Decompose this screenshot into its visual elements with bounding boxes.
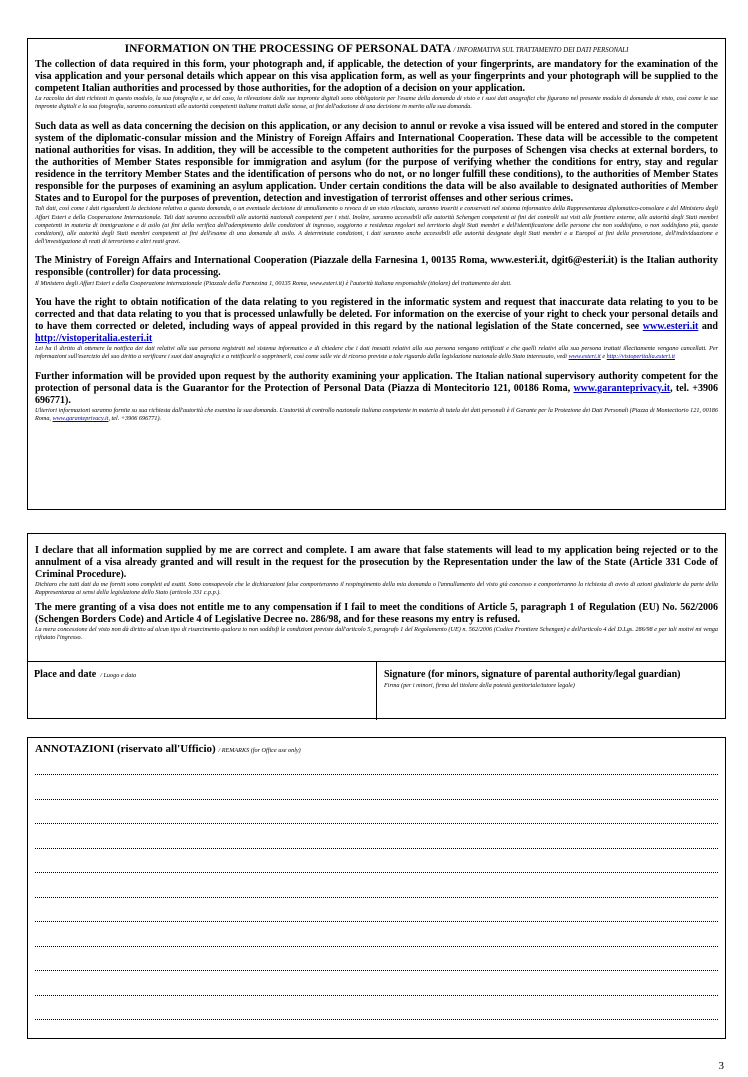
declaration-section: [27, 533, 726, 719]
remarks-line[interactable]: [35, 1019, 718, 1020]
remarks-title: ANNOTAZIONI (riservato all'Ufficio) / REMARKS (for Office use only): [35, 743, 301, 755]
place-and-date-field[interactable]: Place and date / Luogo e data: [28, 662, 377, 720]
info-paragraph-5: Further information will be provided upon request by the authority examining your application. The Italian national supervisory authority competent for the protection of personal data is the Guarantor for the Protection of Personal Data (Piazza di Montecitorio 121, 00186 Roma, www.garanteprivacy.it, tel. +3906 696771). Ulteriori informazioni saranno fornite su sua richiesta dall'autorità che esamina la sua domanda. L'autorità di controllo nazionale italiana competente in materia di tutela dei dati personali è il Garante per la Protezione dei Dati Personali (Piazza di Montecitorio 121, 00186 Roma, www.garanteprivacy.it, tel. +3906 696771).: [35, 370, 719, 423]
page-number: 3: [718, 1060, 724, 1072]
remarks-line[interactable]: [35, 970, 718, 971]
remarks-line[interactable]: [35, 946, 718, 947]
garanteprivacy-link-it[interactable]: www.garanteprivacy.it: [52, 415, 109, 423]
remarks-line[interactable]: [35, 995, 718, 996]
signature-field[interactable]: Signature (for minors, signature of parental authority/legal guardian) Firma (per i minori, firma del titolare della potestà genitoriale/tutore legale): [384, 669, 681, 689]
remarks-line[interactable]: [35, 921, 718, 922]
declaration-paragraph-1: I declare that all information supplied by me are correct and complete. I am aware that false statements will lead to my application being rejected or to the annulment of a visa already granted and will result in the request for the prosecution by the Representation under the law of the State (Article 331 Code of Criminal Procedure). Dichiaro che tutti dati da me forniti sono completi ed esatti. Sono consapevole che le dichiarazioni false comporteranno il respingimento della mia domanda o l'annullamento del visto già concesso e comporteranno la richiesta di avvio di azioni giudiziarie da parte della Rappresentanza ai sensi della legislazione dello Stato (articolo 331 c.p.p.).: [35, 545, 718, 597]
remarks-section: [27, 737, 726, 1039]
esteri-link-it[interactable]: www.esteri.it: [568, 353, 601, 361]
garanteprivacy-link[interactable]: www.garanteprivacy.it: [573, 382, 671, 394]
declaration-paragraph-2: The mere granting of a visa does not entitle me to any compensation if I fail to meet the conditions of Article 5, paragraph 1 of Regulation (EU) No. 562/2006 (Schengen Borders Code) and Article 4 of Legislative Decree no. 286/98, and for these reasons my entry is refused. La mera concessione del visto non dà diritto ad alcun tipo di risarcimento qualora io non soddisfi le condizioni previste dall'articolo 5, paragrafo 1 del Regolamento (UE) n. 562/2006 (Codice Frontiere Schengen) e dell'articolo 4 del D.Lgs. 286/98 e per tali motivi mi venga rifiutato l'ingresso.: [35, 601, 718, 642]
esteri-link[interactable]: www.esteri.it: [642, 320, 699, 332]
remarks-line[interactable]: [35, 897, 718, 898]
remarks-line[interactable]: [35, 848, 718, 849]
signature-row: [28, 661, 725, 720]
declaration-text: [28, 534, 725, 661]
remarks-line[interactable]: [35, 823, 718, 824]
info-paragraph-3: The Ministry of Foreign Affairs and International Cooperation (Piazzale della Farnesina 1, 00135 Roma, www.esteri.it, dgit6@esteri.it) is the Italian authority responsible (controller) for data processing. Il Ministero degli Affari Esteri e della Cooperazione internazionale (Piazzale della Farnesina 1, 00135 Roma, www.esteri.it) è l'autorità italiana responsabile (titolare) del trattamento dei dati.: [35, 255, 718, 287]
vistoperitalia-link-it[interactable]: http://vistoperitalia.esteri.it: [606, 353, 676, 361]
vistoperitalia-link[interactable]: http://vistoperitalia.esteri.it: [35, 333, 153, 345]
section-title: INFORMATION ON THE PROCESSING OF PERSONAL DATA / INFORMATIVA SUL TRATTAMENTO DEI DATI PERSONALI: [124, 43, 629, 55]
info-paragraph-4: You have the right to obtain notification of the data relating to you registered in the informatic system and request that inaccurate data relating to you to be corrected and that data relating to you that is processed unlawfully be deleted. For information on the exercise of your right to check your personal details and to have them corrected or deleted, including ways of appeal provided in this regard by the national legislation of the State concerned, see www.esteri.it and http://vistoperitalia.esteri.it Lei ha il diritto di ottenere la notifica dei dati relativi alla sua persona registrati nel sistema informatico e di chiedere che i dati inesatti relativi alla sua persona vengano rettificati e che quelli relativi alla sua persona trattati illecitamente vengano cancellati. Per informazioni sull'esercizio del suo diritto a verificare i suoi dati anagrafici e a rettificarli o sopprimerli, così come sulle vie di ricorso previste a tale riguardo dalla legislazione nazionale dello Stato interessato, vedi www.esteri.it e http://vistoperitalia.esteri.it: [35, 296, 718, 361]
info-paragraph-2: Such data as well as data concerning the decision on this application, or any decision to annul or revoke a visa issued will be entered and stored in the computer system of the diplomatic-consular mission and the Ministry of Foreign Affairs and International Cooperation. These data will be accessible to the competent national authorities for visas. In addition, they will be accessible to the competent authorities for the purposes of Schengen visa checks at external borders, to the authorities of Member States responsible for immigration and asylum (for the purpose of verifying whether the conditions for entry, stay and regular residence in the territory Member States and the identification of persons who do not, or no longer fulfill these conditions), to the authorities of Member States responsible for the purposes of examining an asylum application. Under certain conditions the data will be also available to designated authorities of Member States and to Europol for the purposes of prevention, detection and investigation of terrorist offenses and other serious crimes. Tali dati, così come i dati riguardanti la decisione relativa a questa domanda, o un eventuale decisione di annullamento o revoca di un visto rilasciato, saranno inseriti e conservati nel sistema informatico della Rappresentanza diplomatico-consolare e del Ministero degli Affari Esteri e della Cooperazione Internazionale. Tali dati saranno accessibili alle autorità nazionali competenti per i visti. Inoltre, saranno accessibili alle autorità Schengen competenti ai fini dei controlli sui visti alle frontiere esterne, alle autorità degli Stati membri competenti in materia di immigrazione e di asilo (ai fini della verifica dell'adempimento delle condizioni di ingresso, soggiorno e residenza regolari nel territorio degli Stati membri e dell'identificazione delle persone che non soddisfano, o non soddisfano più, queste condizioni), alle autorità degli Stati membri competenti ai fini dell'esame di una domanda di asilo. A determinate condizioni, i dati saranno anche accessibili alle autorità designate degli Stati membri e a Europol ai fini della prevenzione, dell'individuazione e dell'investigazione di reati di terrorismo e altri reati gravi.: [35, 120, 718, 246]
data-processing-info-section: [27, 38, 726, 510]
remarks-line[interactable]: [35, 799, 718, 800]
remarks-line[interactable]: [35, 872, 718, 873]
remarks-line[interactable]: [35, 774, 718, 775]
info-paragraph-1: The collection of data required in this form, your photograph and, if applicable, the detection of your fingerprints, are mandatory for the examination of the visa application and your personal details which appear on this visa application form, as well as your fingerprints and your photograph will be supplied to the competent Italian authorities and processed by those authorities, for the adoption of a decision on your application. La raccolta dei dati richiesti in questo modulo, la sua fotografia e, se del caso, la rilevazione delle sue impronte digitali sono obbligatorie per l'esame della domanda di visto e i suoi dati anagrafici che figurano nel presente modulo di domanda di visto, così come le sue impronte digitali e la sua fotografia, saranno comunicati alle autorità competenti italiane trattati dalle stesse, ai fini dell'adozione di una decisione in merito alla sua domanda.: [35, 59, 718, 111]
